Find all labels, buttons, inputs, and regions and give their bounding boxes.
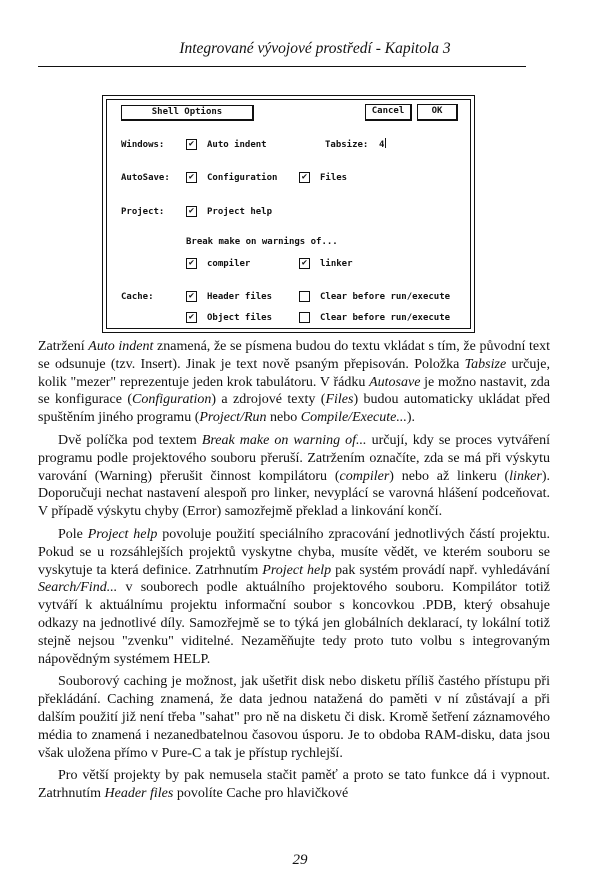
project-label: Project: (121, 207, 165, 217)
tabsize-input[interactable] (379, 138, 386, 150)
compiler-checkbox[interactable] (186, 258, 197, 269)
text-run: znamená, že se písmena budou do textu vkládat s tím, že původní text se odsunuje (tzv. Insert). Jinak je text nově psaným přepisován. Položka (38, 339, 550, 372)
autosave-label: AutoSave: (121, 173, 170, 183)
header-files-label: Header files (207, 292, 273, 302)
paragraph-3 (38, 526, 550, 668)
text-run: je možno nastavit, zda se konfigurace ( (38, 374, 550, 408)
paragraph-4: Souborový caching je možnost, jak ušetřit disk nebo disketu příliš častého přístupu při překládání. Caching znamená, že data jednou natažená do paměti v ní zůstávají a při dalším použití již není třeba "sahat" pro ně na disketu či disk. Kromě šetření záznamového média to znamená i nezanedbatelnou časovou úsporu. Je to obdoba RAM-disku, data jsou však uložena přímo v Pure-C a tak je přístup rychlejší. (38, 674, 550, 761)
text-run: pak systém provádí např. vyhledávání (331, 562, 551, 578)
text-run: ). (406, 410, 416, 426)
break-make-label: Break make on warnings of... (186, 237, 338, 247)
text-run: určují, kdy se proces vytváření programu podle projektového souboru přeruší. Zatržením označíte, zda se má při výskytu varování (Warning) přerušit činnost kompilátoru ( (38, 432, 550, 484)
italic-term: Auto indent (88, 339, 154, 354)
text-run: určuje, kolik "mezer" reprezentuje jeden krok tabulátoru. V řádku (38, 356, 550, 390)
running-header: Integrované vývojové prostředí - Kapitola 3 (179, 40, 451, 57)
text-run: ) budou automaticky ukládat před spuštěním jiného programu ( (38, 392, 550, 426)
italic-term: Compile/Execute... (300, 410, 407, 426)
text-run: ) nebo až linkeru ( (389, 468, 510, 484)
italic-term: Configuration (131, 392, 212, 408)
text-run: Zatržení (38, 339, 89, 354)
clear-object-cache-checkbox[interactable] (299, 312, 310, 323)
page-number: 29 (292, 852, 308, 868)
paragraph-2 (38, 432, 550, 521)
paragraph-5 (38, 767, 550, 803)
text-run: Pole (58, 526, 88, 542)
italic-term: Search/Find... (38, 580, 118, 596)
italic-term: Autosave (369, 374, 421, 390)
configuration-label: Configuration (207, 173, 278, 183)
object-files-label: Object files (207, 313, 273, 323)
ok-button[interactable]: OK (417, 104, 458, 121)
cache-label: Cache: (121, 292, 154, 302)
tabsize-label: Tabsize: (325, 140, 369, 150)
italic-term: linker (509, 468, 542, 484)
object-files-checkbox[interactable] (186, 312, 197, 323)
linker-label: linker (320, 259, 353, 269)
auto-indent-label: Auto indent (207, 140, 267, 150)
italic-term: Break make on warning of... (201, 432, 367, 448)
header-rule (38, 66, 526, 67)
paragraph-1 (38, 338, 550, 427)
italic-term: Files (325, 392, 354, 408)
text-run: Dvě políčka pod textem (58, 432, 202, 448)
italic-term: Tabsize (464, 356, 507, 372)
clear-header-cache-label: Clear before run/execute (320, 292, 451, 302)
clear-header-cache-checkbox[interactable] (299, 291, 310, 302)
files-checkbox[interactable] (299, 172, 310, 183)
header-files-checkbox[interactable] (186, 291, 197, 302)
body-text (38, 338, 550, 808)
text-run: nebo (266, 410, 301, 426)
linker-checkbox[interactable] (299, 258, 310, 269)
files-label: Files (320, 173, 348, 183)
text-cursor (385, 138, 386, 148)
text-run: ). Doporučuji nechat nastavení alespoň pro linker, nevyplácí se varovná hlášení podceňovat. V případě výskytu chyby (Error) samozřejmě překlad a linkování končí. (38, 468, 550, 520)
text-run: v souborech podle aktuálního projektového souboru. Kompilátor totiž vytváří k aktuálnímu projektu informační soubor s koncovkou .PDB, který obsahuje odkazy na jednotlivé díly. Samozřejmě se to týká jen globálních deklarací, ty lokální totiž stejně nejsou "zvenku" viditelné. Nezaměňujte tedy proto tuto volbu s integrovaným nápovědným systémem HELP. (38, 580, 550, 667)
compiler-label: compiler (207, 259, 251, 269)
project-help-label: Project help (207, 207, 273, 217)
shell-options-dialog (102, 95, 475, 333)
italic-term: compiler (339, 468, 390, 484)
cancel-button[interactable]: Cancel (365, 104, 412, 121)
italic-term: Project help (87, 526, 158, 542)
auto-indent-checkbox[interactable] (186, 139, 197, 150)
project-help-checkbox[interactable] (186, 206, 197, 217)
dialog-title: Shell Options (121, 105, 254, 121)
italic-term: Project/Run (199, 410, 267, 426)
italic-term: Header files (104, 786, 174, 802)
windows-label: Windows: (121, 140, 165, 150)
text-run: povoluje použití speciálního zpracování jednotlivých částí projektu. Pokud se u rozsáhlejších projektů vyskytne chyba, musíte vědět, ve kterém souboru se vyskytuje ta která definice. Zatrhnutím (38, 526, 551, 578)
text-run: povolíte Cache pro hlavičkové (173, 786, 349, 802)
text-run: Pro větší projekty by pak nemusela stačit paměť a proto se tato funkce dá i vypnout. Zatrhnutím (38, 768, 550, 802)
italic-term: Project help (262, 562, 332, 578)
clear-object-cache-label: Clear before run/execute (320, 313, 451, 323)
tabsize-value: 4 (379, 140, 385, 150)
configuration-checkbox[interactable] (186, 172, 197, 183)
text-run: ) a zdrojové texty ( (211, 392, 326, 408)
